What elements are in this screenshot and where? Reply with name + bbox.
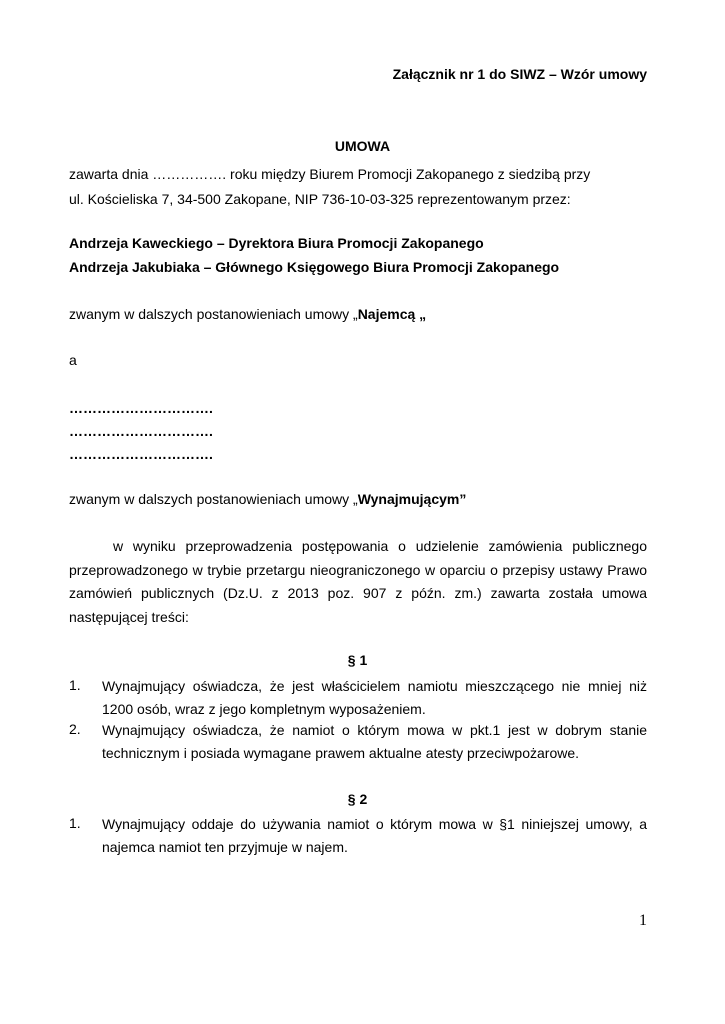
conjunction: a — [69, 352, 77, 368]
representative-1: Andrzeja Kaweckiego – Dyrektora Biura Promocji Zakopanego — [69, 235, 484, 251]
wynajmujacy-term: Wynajmującym” — [357, 491, 467, 507]
section-1-label: § 1 — [347, 652, 368, 668]
wynajmujacy-clause — [69, 489, 466, 509]
page-number: 1 — [639, 912, 647, 929]
blank-line-1: …………………………. — [69, 400, 213, 416]
document-title: UMOWA — [334, 138, 391, 154]
item-number: 1. — [69, 677, 81, 693]
blank-line-2: …………………………. — [69, 423, 213, 439]
item-number: 2. — [69, 721, 81, 737]
intro-line-2: ul. Kościeliska 7, 34-500 Zakopane, NIP 736-10-03-325 reprezentowanym przez: — [69, 191, 571, 207]
section-1-item-2 — [69, 719, 647, 765]
najemca-term: Najemcą „ — [357, 306, 427, 322]
item-text: Wynajmujący oświadcza, że namiot o którym mowa w pkt.1 jest w dobrym stanie technicznym i posiada wymagane prawem aktualne atesty przeciwpożarowe. — [102, 722, 647, 761]
section-heading-2 — [0, 789, 725, 809]
intro-line-1: zawarta dnia ……………. roku między Biurem Promocji Zakopanego z siedzibą przy — [69, 166, 591, 182]
preamble-paragraph: w wyniku przeprowadzenia postępowania o udzielenie zamówienia publicznego przeprowadzonego w trybie przetargu nieograniczonego w oparciu o przepisy ustawy Prawo zamówień publicznych (Dz.U. z 2013 poz. 907 z późn. zm.) zawarta została umowa następującej treści: — [69, 538, 647, 625]
section-1-item-1 — [69, 675, 647, 721]
section-2-label: § 2 — [347, 791, 368, 807]
najemca-clause — [69, 304, 426, 324]
najemca-prefix: zwanym w dalszych postanowieniach umowy „ — [69, 306, 358, 322]
wynajmujacy-prefix: zwanym w dalszych postanowieniach umowy „ — [69, 491, 358, 507]
item-text: Wynajmujący oddaje do używania namiot o którym mowa w §1 niniejszej umowy, a najemca namiot ten przyjmuje w najem. — [102, 816, 647, 855]
attachment-header: Załącznik nr 1 do SIWZ – Wzór umowy — [392, 66, 647, 82]
blank-line-3: …………………………. — [69, 446, 213, 462]
item-number: 1. — [69, 815, 81, 831]
item-text: Wynajmujący oświadcza, że jest właścicielem namiotu mieszczącego nie mniej niż 1200 osób, wraz z jego kompletnym wyposażeniem. — [102, 678, 647, 717]
representative-2: Andrzeja Jakubiaka – Głównego Księgowego Biura Promocji Zakopanego — [69, 259, 560, 275]
section-2-item-1 — [69, 813, 647, 859]
section-heading-1 — [0, 650, 725, 670]
